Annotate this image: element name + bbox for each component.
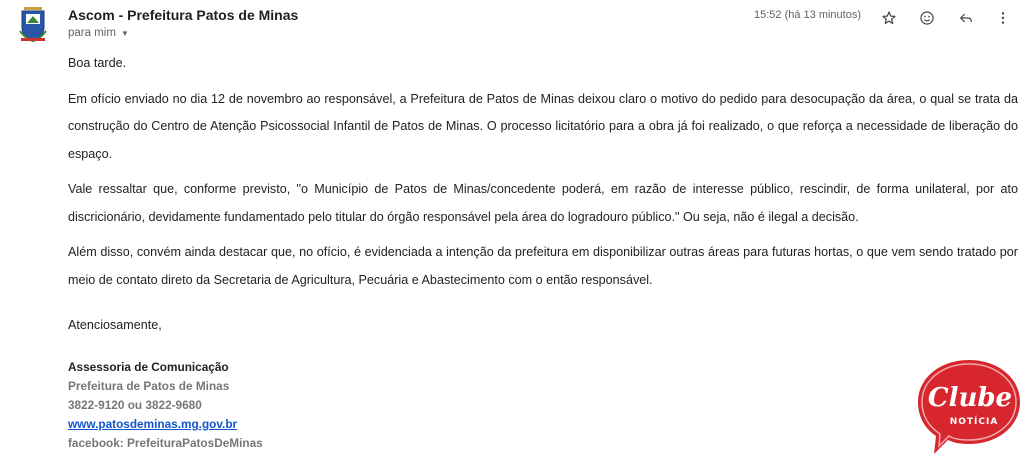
logo-line1: Clube [927, 383, 1013, 413]
recipient-label: para mim [68, 27, 116, 39]
chevron-down-icon[interactable]: ▼ [120, 28, 129, 38]
emoji-icon[interactable] [916, 7, 938, 29]
greeting: Boa tarde. [68, 56, 127, 70]
email-body [68, 50, 1018, 302]
sender-name[interactable]: Ascom - Prefeitura Patos de Minas [68, 7, 299, 23]
sender-avatar [18, 5, 48, 43]
recipient-line[interactable] [68, 27, 129, 39]
signature-facebook: facebook: PrefeituraPatosDeMinas [68, 436, 263, 450]
signature-name: Assessoria de Comunicação [68, 360, 229, 374]
clube-noticia-logo [914, 356, 1024, 458]
signature-org: Prefeitura de Patos de Minas [68, 379, 230, 393]
signature [68, 358, 263, 453]
website-link[interactable]: www.patosdeminas.mg.gov.br [68, 417, 238, 431]
reply-icon[interactable] [955, 7, 977, 29]
signature-phones: 3822-9120 ou 3822-9680 [68, 398, 202, 412]
email-header [68, 7, 1024, 47]
email-timestamp: 15:52 (há 13 minutos) [753, 9, 861, 21]
closing: Atenciosamente, [68, 318, 162, 332]
paragraph: Em ofício enviado no dia 12 de novembro ao responsável, a Prefeitura de Patos de Minas deixou claro o motivo do pedido para desocupação da área, o qual se trata da construção do Centro de Atenção Psicossocial Infantil de Patos de Minas. O processo licitatório para a obra já foi realizado, o que reforça a necessidade de liberação do espaço. [68, 91, 1018, 161]
logo-line2: NOTÍCIA [949, 417, 999, 427]
paragraph: Além disso, convém ainda destacar que, no ofício, é evidenciada a intenção da prefeitura em disponibilizar outras áreas para futuras hortas, o que vem sendo tratado por meio de contato direto da Secretaria de Agricultura, Pecuária e Abastecimento com o então responsável. [68, 245, 1018, 287]
more-vert-icon[interactable] [992, 7, 1014, 29]
paragraph: Vale ressaltar que, conforme previsto, "o Município de Patos de Minas/concedente poderá, em razão de interesse público, rescindir, de forma unilateral, por ato discricionário, devidamente fundamentado pelo titular do órgão responsável pela área do logradouro público." Ou seja, não é ilegal a decisão. [68, 182, 1018, 224]
star-icon[interactable] [878, 7, 900, 29]
